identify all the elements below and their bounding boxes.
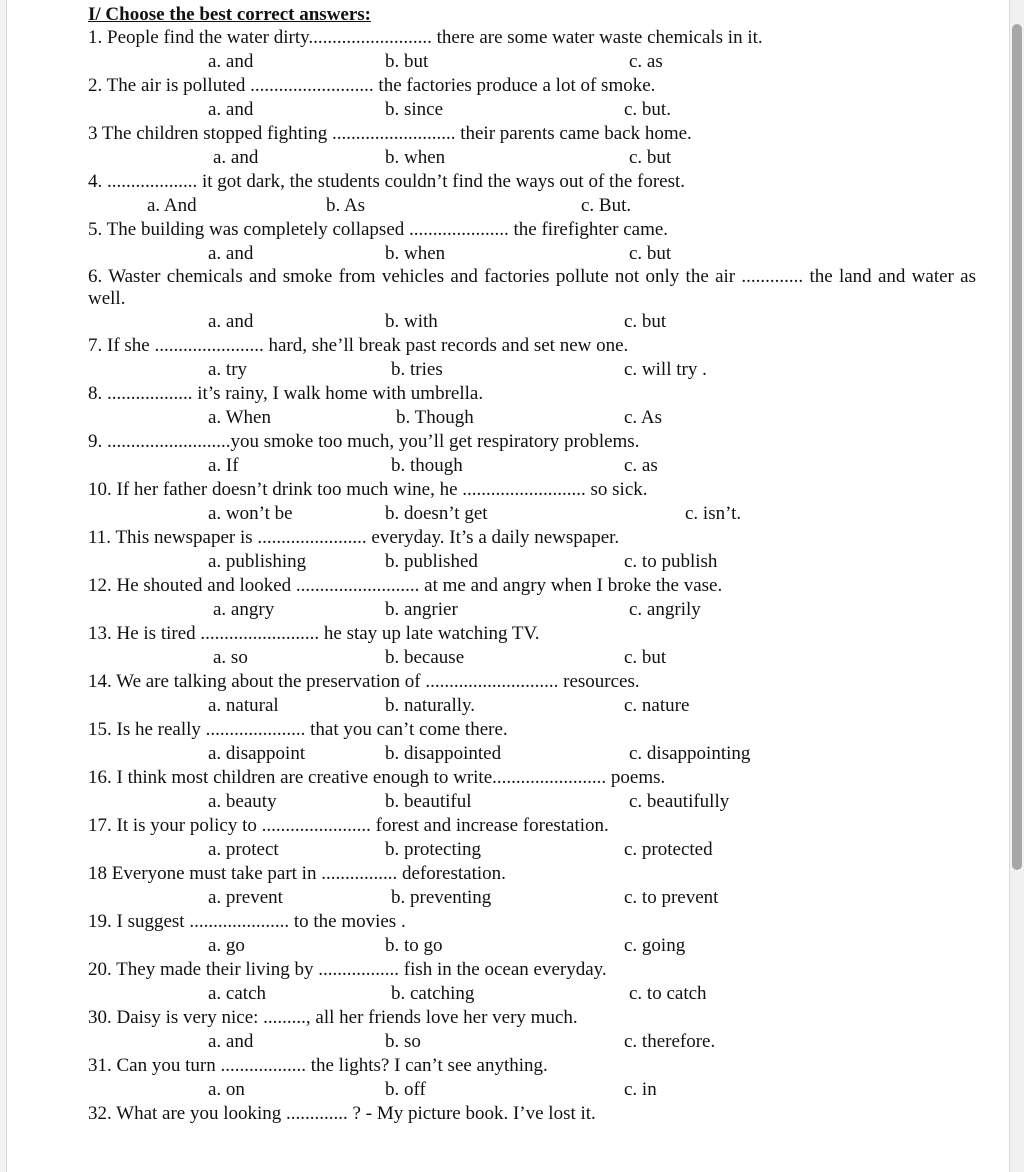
answer-options (88, 502, 988, 526)
answer-options (88, 646, 988, 670)
answer-options (88, 454, 988, 478)
option-a: a. and (208, 243, 254, 264)
option-c: c. As (624, 407, 662, 428)
answer-options (88, 790, 988, 814)
option-b: b. because (385, 647, 465, 668)
option-c: c. as (624, 455, 658, 476)
worksheet (88, 4, 988, 1126)
question-text: 8. .................. it’s rainy, I walk home with umbrella. (88, 383, 484, 404)
option-a: a. If (208, 455, 239, 476)
option-b: b. Though (396, 407, 474, 428)
option-a: a. prevent (208, 887, 283, 908)
option-c: c. but (629, 147, 672, 168)
option-c: c. but (624, 311, 667, 332)
answer-options (88, 194, 988, 218)
answer-options (88, 310, 988, 334)
option-a: a. catch (208, 983, 267, 1004)
answer-options (88, 694, 988, 718)
option-a: a. natural (208, 695, 279, 716)
option-c: c. to publish (624, 551, 718, 572)
option-c: c. as (629, 51, 663, 72)
question-text: 32. What are you looking ............. ? - My picture book. I’ve lost it. (88, 1103, 596, 1124)
answer-options (88, 98, 988, 122)
option-c: c. disappointing (629, 743, 751, 764)
option-c: c. therefore. (624, 1031, 716, 1052)
option-a: a. and (208, 311, 254, 332)
answer-options (88, 1078, 988, 1102)
question-text: 13. He is tired ......................... he stay up late watching TV. (88, 623, 540, 644)
option-c: c. nature (624, 695, 690, 716)
answer-options (88, 838, 988, 862)
option-b: b. catching (391, 983, 475, 1004)
option-b: b. angrier (385, 599, 458, 620)
answer-options (88, 550, 988, 574)
option-a: a. go (208, 935, 245, 956)
option-a: a. protect (208, 839, 279, 860)
question-text: 30. Daisy is very nice: ........., all her friends love her very much. (88, 1007, 578, 1028)
answer-options (88, 358, 988, 382)
option-c: c. but (624, 647, 667, 668)
option-b: b. so (385, 1031, 421, 1052)
option-b: b. but (385, 51, 429, 72)
option-c: c. isn’t. (685, 503, 742, 524)
option-a: a. angry (213, 599, 275, 620)
option-c: c. to prevent (624, 887, 719, 908)
question-text: 2. The air is polluted .......................... the factories produce a lot of smoke. (88, 75, 656, 96)
option-a: a. disappoint (208, 743, 306, 764)
option-b: b. off (385, 1079, 426, 1100)
option-b: b. to go (385, 935, 443, 956)
question-text: 20. They made their living by ................. fish in the ocean everyday. (88, 959, 607, 980)
option-b: b. tries (391, 359, 443, 380)
option-a: a. try (208, 359, 248, 380)
option-a: a. so (213, 647, 248, 668)
option-c: c. beautifully (629, 791, 730, 812)
question-text: 6. Waster chemicals and smoke from vehicles and factories pollute not only the air ............. the land and water as well. (88, 266, 976, 309)
question-text: 11. This newspaper is ....................... everyday. It’s a daily newspaper. (88, 527, 620, 548)
option-b: b. naturally. (385, 695, 476, 716)
option-a: a. and (208, 51, 254, 72)
question-text: 17. It is your policy to ....................... forest and increase forestation. (88, 815, 609, 836)
option-a: a. beauty (208, 791, 277, 812)
page-left-edge (0, 0, 7, 1172)
option-c: c. angrily (629, 599, 701, 620)
vertical-scrollbar[interactable] (1009, 0, 1024, 1172)
option-b: b. doesn’t get (385, 503, 488, 524)
question-text: 3 The children stopped fighting .......................... their parents came back home. (88, 123, 692, 144)
worksheet-heading: I/ Choose the best correct answers: (88, 4, 372, 25)
option-a: a. publishing (208, 551, 307, 572)
answer-options (88, 50, 988, 74)
option-b: b. disappointed (385, 743, 502, 764)
option-b: b. published (385, 551, 478, 572)
question-text: 9. ..........................you smoke too much, you’ll get respiratory problems. (88, 431, 640, 452)
option-b: b. with (385, 311, 438, 332)
option-a: a. on (208, 1079, 245, 1100)
option-c: c. in (624, 1079, 657, 1100)
option-b: b. though (391, 455, 463, 476)
option-c: c. will try . (624, 359, 707, 380)
answer-options (88, 242, 988, 266)
option-a: a. When (208, 407, 271, 428)
question-text: 10. If her father doesn’t drink too much wine, he .......................... so sick. (88, 479, 648, 500)
question-text: 4. ................... it got dark, the students couldn’t find the ways out of the forest. (88, 171, 686, 192)
option-a: a. And (147, 195, 197, 216)
answer-options (88, 886, 988, 910)
scrollbar-thumb[interactable] (1012, 24, 1022, 870)
option-a: a. and (208, 99, 254, 120)
question-text: 14. We are talking about the preservation of ............................ resources. (88, 671, 640, 692)
question-text: 31. Can you turn .................. the lights? I can’t see anything. (88, 1055, 548, 1076)
option-c: c. but (629, 243, 672, 264)
answer-options (88, 982, 988, 1006)
question-text: 15. Is he really ..................... that you can’t come there. (88, 719, 508, 740)
answer-options (88, 598, 988, 622)
answer-options (88, 406, 988, 430)
question-text: 5. The building was completely collapsed ..................... the firefighter came. (88, 219, 669, 240)
question-text: 16. I think most children are creative enough to write........................ poems. (88, 767, 666, 788)
question-text: 7. If she ....................... hard, she’ll break past records and set new one. (88, 335, 629, 356)
option-b: b. protecting (385, 839, 482, 860)
answer-options (88, 934, 988, 958)
option-a: a. and (208, 1031, 254, 1052)
question-text: 1. People find the water dirty.......................... there are some water waste chemicals in it. (88, 27, 763, 48)
question-text: 12. He shouted and looked .......................... at me and angry when I broke the vase. (88, 575, 723, 596)
option-b: b. beautiful (385, 791, 472, 812)
option-b: b. As (326, 195, 366, 216)
option-c: c. But. (581, 195, 632, 216)
option-a: a. won’t be (208, 503, 293, 524)
option-b: b. when (385, 147, 446, 168)
option-c: c. but. (624, 99, 671, 120)
answer-options (88, 1030, 988, 1054)
question-text: 19. I suggest ..................... to the movies . (88, 911, 406, 932)
option-c: c. protected (624, 839, 713, 860)
option-b: b. since (385, 99, 444, 120)
question-text: 18 Everyone must take part in ................ deforestation. (88, 863, 506, 884)
option-a: a. and (213, 147, 259, 168)
option-b: b. when (385, 243, 446, 264)
option-b: b. preventing (391, 887, 492, 908)
option-c: c. to catch (629, 983, 707, 1004)
option-c: c. going (624, 935, 686, 956)
answer-options (88, 146, 988, 170)
answer-options (88, 742, 988, 766)
